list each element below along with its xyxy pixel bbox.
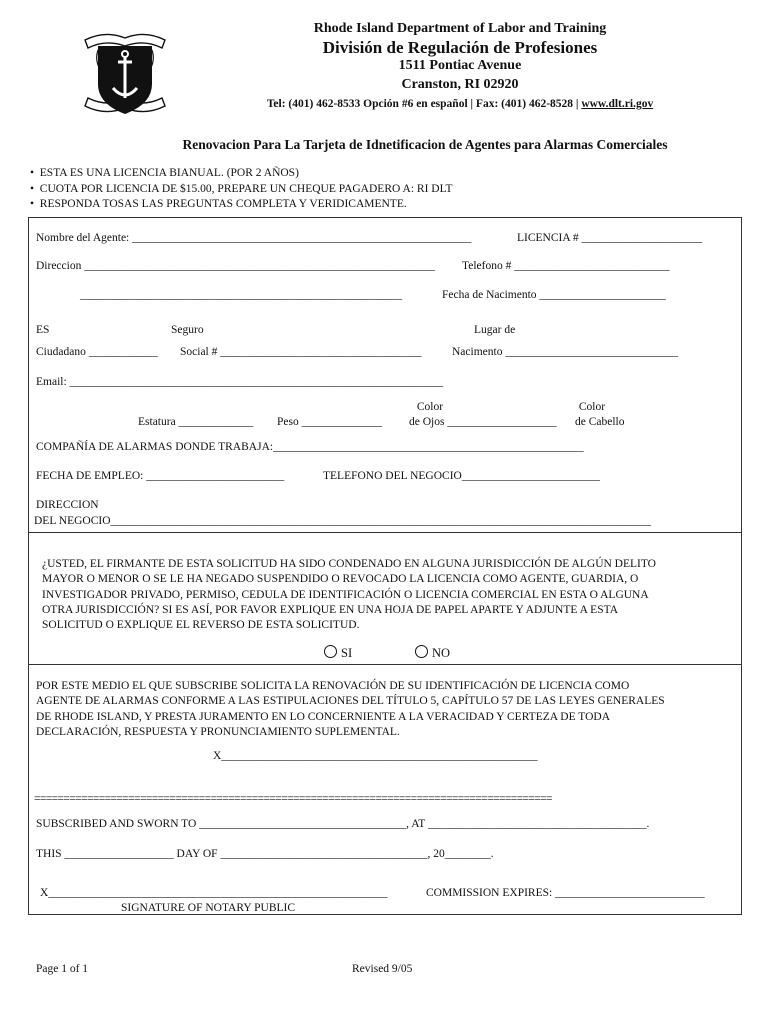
question-line: OTRA JURISDICCIÓN? SI ES ASÍ, POR FAVOR EXPLIQUE EN UNA HOJA DE PAPEL APARTE Y ADJUNTE A ESTA [42, 603, 619, 616]
declaration-line: DE RHODE ISLAND, Y PRESTA JURAMENTO EN LO CONCERNIENTE A LA VERACIDAD Y CERTEZA DE TODA [36, 710, 611, 723]
form-title: Renovacion Para La Tarjeta de Idnetificacion de Agentes para Alarmas Comerciales [182, 137, 668, 152]
bullet-item: • RESPONDA TOSAS LAS PREGUNTAS COMPLETA Y VERIDICAMENTE. [30, 198, 407, 210]
hair-color-label: Color [578, 401, 606, 413]
page-number: Page 1 of 1 [36, 963, 89, 975]
weight-field[interactable]: Peso ______________ [277, 416, 383, 428]
radio-circle-icon[interactable] [415, 645, 428, 658]
commission-expires-field[interactable]: COMMISSION EXPIRES: __________________________ [426, 887, 705, 899]
employment-date-field[interactable]: FECHA DE EMPLEO: ________________________ [36, 470, 285, 482]
dept-name: Rhode Island Department of Labor and Training [313, 21, 607, 36]
eye-color-label: Color [416, 401, 444, 413]
divider [28, 532, 742, 533]
sworn-field[interactable]: SUBSCRIBED AND SWORN TO ____________________________________, AT ______________________________________. [36, 818, 650, 830]
radio-no-label: NO [432, 646, 451, 660]
birthplace-field[interactable]: Nacimento ______________________________ [452, 346, 678, 358]
company-field[interactable]: COMPAÑÍA DE ALARMAS DONDE TRABAJA:______________________________________________________ [36, 441, 584, 453]
declaration-text [36, 679, 665, 740]
business-address-field[interactable]: DEL NEGOCIO______________________________________________________________________________________________ [34, 515, 652, 527]
address-line-1: 1511 Pontiac Avenue [398, 58, 522, 73]
question-line: MAYOR O MENOR O SE LE HA NEGADO SUSPENDIDO O REVOCADO LA LICENCIA COMO AGENTE, GUARDIA, O [42, 573, 639, 586]
radio-circle-icon[interactable] [324, 645, 337, 658]
birth-date-field[interactable]: Fecha de Nacimento ______________________ [442, 289, 666, 301]
question-line: ¿USTED, EL FIRMANTE DE ESTA SOLICITUD HA SIDO CONDENADO EN ALGUNA JURISDICCIÓN DE ALGÚN DELITO [42, 558, 656, 570]
declaration-line: AGENTE DE ALARMAS CONFORME A LAS ESTIPULACIONES DEL TÍTULO 5, CAPÍTULO 57 DE LAS LEYES GENERALES [36, 695, 665, 708]
email-field[interactable]: Email: _________________________________________________________________ [36, 376, 444, 388]
birthplace-label: Lugar de [474, 324, 516, 336]
hair-color-field[interactable]: de Cabello [575, 416, 625, 428]
business-phone-field[interactable]: TELEFONO DEL NEGOCIO________________________ [323, 470, 600, 482]
radio-si[interactable] [324, 645, 352, 661]
applicant-signature-field[interactable]: X_______________________________________________________ [213, 750, 538, 762]
declaration-line: POR ESTE MEDIO EL QUE SUBSCRIBE SOLICITA LA RENOVACIÓN DE SU IDENTIFICACIÓN DE LICENCIA COMO [36, 680, 630, 692]
website-link[interactable]: www.dlt.ri.gov [581, 98, 654, 110]
agent-name-field[interactable]: Nombre del Agente: ___________________________________________________________ [36, 232, 472, 244]
phone-field[interactable]: Telefono # ___________________________ [462, 260, 670, 272]
social-label: Seguro [171, 324, 204, 336]
bullet-list [30, 166, 453, 213]
divider [28, 664, 742, 665]
address-field[interactable]: Direccion _____________________________________________________________ [36, 260, 435, 272]
question-line: INVESTIGADOR PRIVADO, PERMISO, CEDULA DE IDENTIFICACIÓN O LICENCIA COMERCIAL EN ESTA O ALGUNA [42, 588, 649, 601]
radio-no[interactable] [415, 645, 450, 661]
citizen-field[interactable]: Ciudadano ____________ [36, 346, 158, 358]
conviction-question [42, 557, 656, 633]
radio-si-label: SI [341, 646, 353, 660]
contact-text: Tel: (401) 462-8533 Opción #6 en español | Fax: (401) 462-8528 | [266, 98, 582, 110]
declaration-line: DECLARACIÓN, RESPUESTA Y PRONUNCIAMIENTO SUPLEMENTAL. [36, 725, 400, 738]
question-line: SOLICITUD O EXPLIQUE EL REVERSO DE ESTA SOLICITUD. [42, 619, 360, 632]
bullet-item: • ESTA ES UNA LICENCIA BIANUAL. (POR 2 AÑOS) [30, 167, 299, 179]
license-number-field[interactable]: LICENCIA # _____________________ [517, 232, 703, 244]
address-line-2: Cranston, RI 02920 [401, 77, 519, 92]
social-security-field[interactable]: Social # ___________________________________ [180, 346, 422, 358]
state-seal-logo [80, 22, 170, 122]
contact-line [200, 98, 720, 110]
notary-signature-label: SIGNATURE OF NOTARY PUBLIC [121, 902, 296, 914]
eye-color-field[interactable]: de Ojos ___________________ [409, 416, 557, 428]
height-field[interactable]: Estatura _____________ [138, 416, 254, 428]
address-field-2[interactable]: ________________________________________________________ [80, 289, 402, 301]
business-address-label: DIRECCION [36, 499, 99, 511]
revision-date: Revised 9/05 [352, 963, 413, 975]
bullet-item: • CUOTA POR LICENCIA DE $15.00, PREPARE UN CHEQUE PAGADERO A: RI DLT [30, 182, 453, 195]
separator-line: ======================================================================================== [34, 793, 552, 805]
citizen-label: ES [36, 324, 50, 336]
division-name: División de Regulación de Profesiones [322, 38, 598, 57]
notary-signature-field[interactable]: X___________________________________________________________ [40, 887, 388, 899]
day-field[interactable]: THIS ___________________ DAY OF ____________________________________, 20________. [36, 848, 494, 860]
